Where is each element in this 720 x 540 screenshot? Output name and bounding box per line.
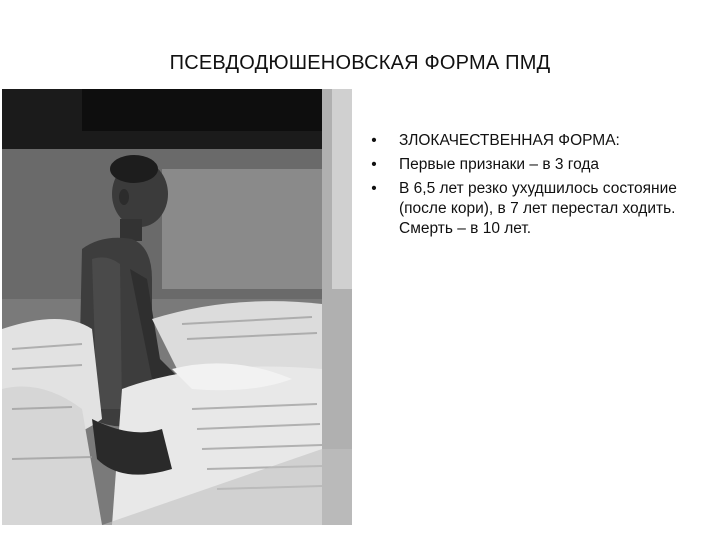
- page-title: ПСЕВДОДЮШЕНОВСКАЯ ФОРМА ПМД: [169, 52, 551, 74]
- bullet-marker: •: [371, 180, 377, 197]
- bullet-marker: •: [371, 132, 377, 149]
- patient-photo: [2, 89, 352, 525]
- bullet-text: ЗЛОКАЧЕСТВЕННАЯ ФОРМА:: [399, 132, 620, 149]
- bullet-text: В 6,5 лет резко ухудшилось состояние (после кори), в 7 лет перестал ходить. Смерть – в 10 лет.: [399, 180, 677, 237]
- bullet-item: [367, 131, 687, 151]
- photo-icon: [2, 89, 352, 525]
- bullet-marker: •: [371, 156, 377, 173]
- bullet-item: [367, 179, 687, 239]
- bullet-list: [367, 131, 687, 243]
- bullet-item: [367, 155, 687, 175]
- bullet-text: Первые признаки – в 3 года: [399, 156, 600, 173]
